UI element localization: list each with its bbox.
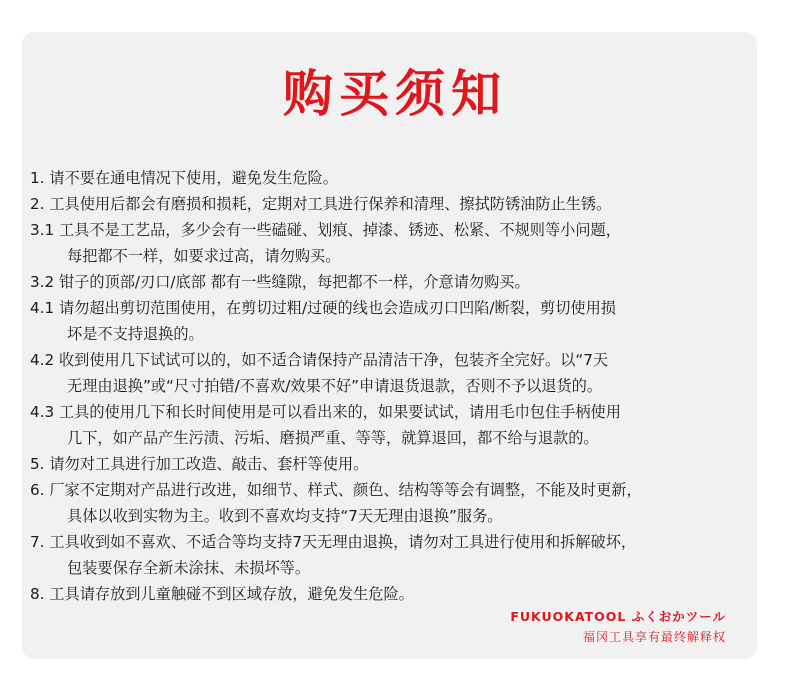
- rule-item: [30, 269, 750, 295]
- rules-list: [30, 165, 750, 607]
- brand-block: [510, 608, 726, 646]
- rule-line-continued: 包装要保存全新未涂抹、未损坏等。: [67, 559, 310, 577]
- rule-line-continued: 坏是不支持退换的。: [67, 325, 204, 343]
- rule-line: 3.2 钳子的顶部/刃口/底部 都有一些缝隙，每把都不一样，介意请勿购买。: [30, 273, 530, 291]
- rule-line: 6. 厂家不定期对产品进行改进，如细节、样式、颜色、结构等等会有调整，不能及时更新，: [30, 481, 642, 499]
- rule-line: 4.2 收到使用几下试试可以的，如不适合请保持产品清洁干净，包装齐全完好。以“7天: [30, 351, 609, 369]
- rule-item: [30, 399, 750, 451]
- rule-item: [30, 165, 750, 191]
- rule-line-continued: 几下，如产品产生污渍、污垢、磨损严重、等等，就算退回，都不给与退款的。: [67, 429, 599, 447]
- rule-line: 8. 工具请存放到儿童触碰不到区域存放，避免发生危险。: [30, 585, 414, 603]
- rule-item: [30, 347, 750, 399]
- rule-item: [30, 581, 750, 607]
- rule-item: [30, 451, 750, 477]
- rule-line-continued: 无理由退换”或“尺寸拍错/不喜欢/效果不好”申请退货退款，否则不予以退货的。: [67, 377, 603, 395]
- rule-line-continued: 每把都不一样，如要求过高，请勿购买。: [67, 247, 341, 265]
- rule-line: 5. 请勿对工具进行加工改造、敲击、套杆等使用。: [30, 455, 369, 473]
- brand-name: FUKUOKATOOL ふくおかツール: [510, 609, 726, 624]
- rule-line: 7. 工具收到如不喜欢、不适合等均支持7天无理由退换，请勿对工具进行使用和拆解破坏，: [30, 533, 637, 551]
- rule-item: [30, 477, 750, 529]
- rule-line: 3.1 工具不是工艺品，多少会有一些磕碰、划痕、掉漆、锈迹、松紧、不规则等小问题，: [30, 221, 621, 239]
- rule-line: 4.3 工具的使用几下和长时间使用是可以看出来的，如果要试试，请用毛巾包住手柄使用: [30, 403, 621, 421]
- rule-line: 2. 工具使用后都会有磨损和损耗，定期对工具进行保养和清理、擦拭防锈油防止生锈。: [30, 195, 612, 213]
- rule-item: [30, 217, 750, 269]
- rule-line: 1. 请不要在通电情况下使用，避免发生危险。: [30, 169, 338, 187]
- rule-item: [30, 529, 750, 581]
- brand-disclaimer: 福冈工具享有最终解释权: [582, 630, 726, 644]
- rule-line: 4.1 请勿超出剪切范围使用，在剪切过粗/过硬的线也会造成刃口凹陷/断裂，剪切使用损: [30, 299, 616, 317]
- rule-line-continued: 具体以收到实物为主。收到不喜欢均支持“7天无理由退换”服务。: [67, 507, 503, 525]
- page-title: 购买须知: [283, 65, 507, 123]
- rule-item: [30, 191, 750, 217]
- rule-item: [30, 295, 750, 347]
